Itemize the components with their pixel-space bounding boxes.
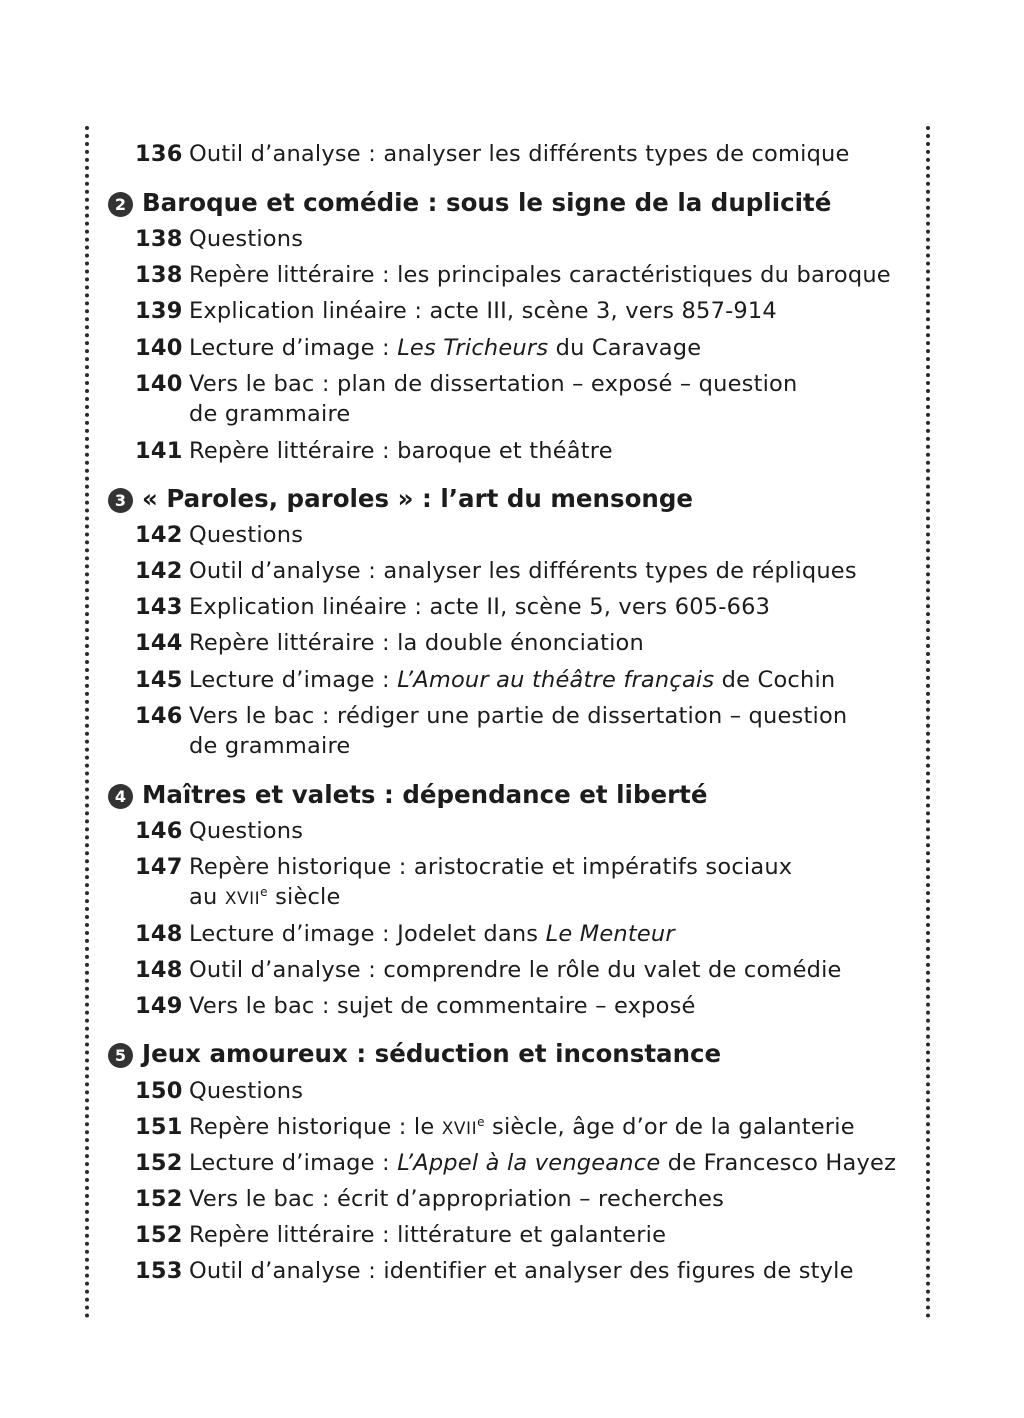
- entry-text: Repère littéraire : littérature et galanterie: [189, 1222, 667, 1248]
- artwork-title: L’Amour au théâtre français: [397, 667, 715, 693]
- entry-text: Outil d’analyse : comprendre le rôle du valet de comédie: [189, 957, 842, 983]
- toc-entry[interactable]: [135, 592, 905, 622]
- section-title: Maîtres et valets : dépendance et liberté: [142, 780, 708, 809]
- century-numeral: XVII: [224, 889, 261, 909]
- section-title: Baroque et comédie : sous le signe de la duplicité: [142, 188, 832, 217]
- toc-entry[interactable]: [135, 1220, 905, 1250]
- page-number: 151: [135, 1114, 183, 1140]
- entry-text: Lecture d’image : Jodelet dans Le Menteur: [189, 921, 675, 947]
- toc-entry[interactable]: [135, 1256, 905, 1286]
- toc-entry[interactable]: [135, 991, 905, 1021]
- page-number: 149: [135, 993, 183, 1019]
- toc-entry[interactable]: [135, 436, 905, 466]
- section-number-badge: 4: [108, 784, 133, 809]
- section-heading[interactable]: [108, 1038, 908, 1070]
- page-number: 136: [135, 141, 183, 167]
- page-number: 150: [135, 1078, 183, 1104]
- page-number: 147: [135, 854, 183, 880]
- toc-entry[interactable]: [135, 556, 905, 586]
- toc-entry[interactable]: [135, 224, 905, 254]
- section-heading[interactable]: [108, 483, 908, 515]
- entry-text: Lecture d’image : L’Appel à la vengeance de Francesco Hayez: [189, 1150, 897, 1176]
- entry-text: Outil d’analyse : identifier et analyser des figures de style: [189, 1258, 854, 1284]
- entry-text: Questions: [189, 818, 304, 844]
- toc-entry[interactable]: [135, 333, 905, 363]
- entry-text: Lecture d’image : L’Amour au théâtre français de Cochin: [189, 667, 836, 693]
- page-number: 142: [135, 558, 183, 584]
- entry-text: Questions: [189, 522, 304, 548]
- page-number: 152: [135, 1150, 183, 1176]
- section-number-badge: 5: [108, 1043, 133, 1068]
- play-title: Le Menteur: [545, 921, 675, 947]
- entry-text: Explication linéaire : acte II, scène 5, vers 605-663: [189, 594, 771, 620]
- page-number: 145: [135, 667, 183, 693]
- page-number: 138: [135, 262, 183, 288]
- page-number: 140: [135, 371, 183, 397]
- artwork-title: Les Tricheurs: [397, 335, 549, 361]
- toc-entry[interactable]: [135, 1184, 905, 1214]
- page-number: 142: [135, 522, 183, 548]
- page-number: 148: [135, 921, 183, 947]
- right-dotted-rule: [926, 126, 930, 1319]
- page-number: 143: [135, 594, 183, 620]
- entry-text: Vers le bac : plan de dissertation – exposé – question de grammaire: [189, 371, 798, 427]
- page-number: 139: [135, 298, 183, 324]
- artwork-title: L’Appel à la vengeance: [397, 1150, 661, 1176]
- section-number-badge: 2: [108, 192, 133, 217]
- entry-text: Lecture d’image : Les Tricheurs du Caravage: [189, 335, 702, 361]
- page-number: 138: [135, 226, 183, 252]
- toc-entry[interactable]: [135, 852, 905, 914]
- toc-entry[interactable]: [135, 628, 905, 658]
- entry-text: Repère historique : le XVIIe siècle, âge d’or de la galanterie: [189, 1114, 855, 1140]
- section-heading[interactable]: [108, 187, 908, 219]
- toc-entry[interactable]: [135, 520, 905, 550]
- entry-text: Repère littéraire : les principales caractéristiques du baroque: [189, 262, 891, 288]
- toc-entry[interactable]: [135, 139, 905, 169]
- page-number: 146: [135, 703, 183, 729]
- page-number: 140: [135, 335, 183, 361]
- entry-text: Outil d’analyse : analyser les différents types de comique: [189, 141, 850, 167]
- entry-text: Repère littéraire : baroque et théâtre: [189, 438, 613, 464]
- toc-entry[interactable]: [135, 1148, 905, 1178]
- page-number: 146: [135, 818, 183, 844]
- entry-text: Repère littéraire : la double énonciation: [189, 630, 644, 656]
- page-number: 152: [135, 1186, 183, 1212]
- page-number: 152: [135, 1222, 183, 1248]
- toc-entry[interactable]: [135, 296, 905, 326]
- page-number: 141: [135, 438, 183, 464]
- entry-text: Questions: [189, 226, 304, 252]
- entry-text: Explication linéaire : acte III, scène 3, vers 857-914: [189, 298, 777, 324]
- toc-entry[interactable]: [135, 1076, 905, 1106]
- toc-entry[interactable]: [135, 701, 905, 761]
- section-heading[interactable]: [108, 779, 908, 811]
- entry-text: Questions: [189, 1078, 304, 1104]
- page-number: 153: [135, 1258, 183, 1284]
- page-number: 144: [135, 630, 183, 656]
- page-number: 148: [135, 957, 183, 983]
- entry-text: Outil d’analyse : analyser les différents types de répliques: [189, 558, 857, 584]
- toc-entry[interactable]: [135, 955, 905, 985]
- toc-entry[interactable]: [135, 1112, 905, 1144]
- section-number-badge: 3: [108, 488, 133, 513]
- toc-entry[interactable]: [135, 816, 905, 846]
- toc-entry[interactable]: [135, 260, 905, 290]
- toc-entry[interactable]: [135, 369, 905, 429]
- section-title: « Paroles, paroles » : l’art du mensonge: [142, 484, 693, 513]
- toc-entry[interactable]: [135, 919, 905, 949]
- century-numeral: XVII: [441, 1119, 478, 1139]
- entry-text: Vers le bac : écrit d’appropriation – recherches: [189, 1186, 725, 1212]
- entry-text: Vers le bac : sujet de commentaire – exposé: [189, 993, 696, 1019]
- toc-entry[interactable]: [135, 665, 905, 695]
- entry-text: Repère historique : aristocratie et impératifs sociaux au XVIIe siècle: [189, 854, 793, 910]
- left-dotted-rule: [85, 126, 89, 1319]
- section-title: Jeux amoureux : séduction et inconstance: [142, 1039, 722, 1068]
- entry-text: Vers le bac : rédiger une partie de dissertation – question de grammaire: [189, 703, 848, 759]
